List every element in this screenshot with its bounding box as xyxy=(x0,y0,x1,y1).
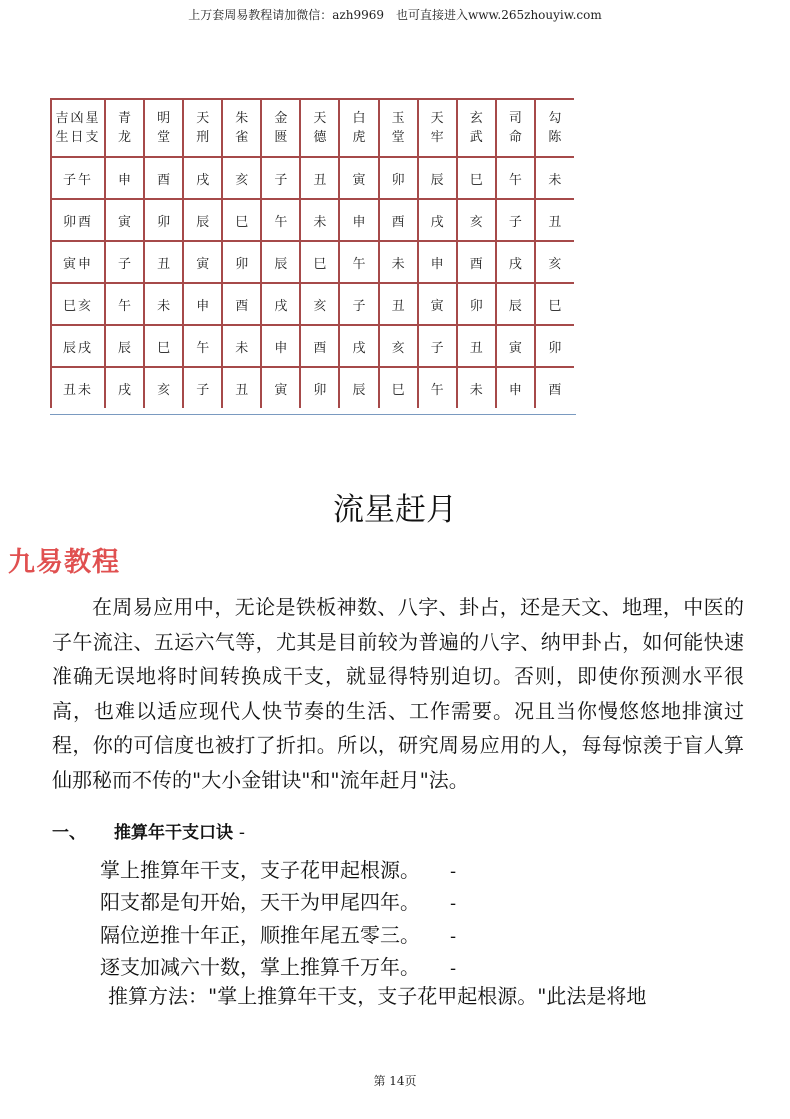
verse-line xyxy=(100,854,456,883)
header-cell-text: 命 xyxy=(508,130,522,145)
header-cell-text: 刑 xyxy=(196,130,210,145)
verse-line xyxy=(100,919,456,948)
table-cell: 申 xyxy=(105,157,144,199)
table-cell: 午 xyxy=(183,325,222,367)
table-cell: 辰 xyxy=(339,367,378,408)
header-cell-text: 天 xyxy=(313,111,327,126)
table-cell: 辰 xyxy=(105,325,144,367)
table-cell: 戌 xyxy=(496,241,535,283)
table-cell: 午 xyxy=(339,241,378,283)
table-cell: 戌 xyxy=(261,283,300,325)
table-cell: 卯 xyxy=(222,241,261,283)
auspicious-star-table xyxy=(50,98,574,408)
table-cell: 子 xyxy=(105,241,144,283)
table-bottom-line xyxy=(50,414,576,415)
table-header-row xyxy=(51,99,574,157)
section-heading-text: 推算年干支口诀 xyxy=(114,823,233,843)
table-header-cell xyxy=(339,99,378,157)
header-cell-text: 朱 xyxy=(235,111,249,126)
row-label-cell: 卯酉 xyxy=(51,199,105,241)
table-cell: 申 xyxy=(496,367,535,408)
header-cell-text: 堂 xyxy=(157,130,171,145)
table-header-cell xyxy=(144,99,183,157)
header-cell-text: 天 xyxy=(430,111,444,126)
table-cell: 巳 xyxy=(457,157,496,199)
table-cell: 辰 xyxy=(418,157,457,199)
table-cell: 亥 xyxy=(379,325,418,367)
table-cell: 寅 xyxy=(496,325,535,367)
row-label-cell: 寅申 xyxy=(51,241,105,283)
table-cell: 卯 xyxy=(379,157,418,199)
table-cell: 巳 xyxy=(144,325,183,367)
table-cell: 未 xyxy=(144,283,183,325)
header-cell-text: 青 xyxy=(118,111,132,126)
table-cell: 寅 xyxy=(418,283,457,325)
page-title: 流星赶月 xyxy=(333,492,457,528)
table-cell: 未 xyxy=(379,241,418,283)
header-cell-text: 堂 xyxy=(391,130,405,145)
table-cell: 亥 xyxy=(300,283,339,325)
header-cell-text: 天 xyxy=(196,111,210,126)
table-header-cell xyxy=(496,99,535,157)
table-cell: 戌 xyxy=(418,199,457,241)
header-cell-text: 吉凶星 xyxy=(55,111,101,126)
header-cell-text: 陈 xyxy=(548,130,562,145)
table-cell: 亥 xyxy=(535,241,574,283)
table-row xyxy=(51,241,574,283)
row-label-cell: 巳亥 xyxy=(51,283,105,325)
header-cell-text: 勾 xyxy=(548,111,562,126)
table-cell: 未 xyxy=(222,325,261,367)
table-header-cell xyxy=(535,99,574,157)
table-row xyxy=(51,367,574,408)
table-cell: 未 xyxy=(457,367,496,408)
row-label-cell: 丑未 xyxy=(51,367,105,408)
verse-dash: - xyxy=(450,959,457,979)
table-cell: 申 xyxy=(418,241,457,283)
table-cell: 丑 xyxy=(222,367,261,408)
table-header-cell xyxy=(261,99,300,157)
table-header-cell xyxy=(300,99,339,157)
table-cell: 未 xyxy=(300,199,339,241)
table-cell: 申 xyxy=(183,283,222,325)
header-cell-text: 司 xyxy=(508,111,522,126)
table-cell: 辰 xyxy=(496,283,535,325)
table-cell: 午 xyxy=(105,283,144,325)
table-cell: 午 xyxy=(418,367,457,408)
table-cell: 酉 xyxy=(457,241,496,283)
table-cell: 寅 xyxy=(339,157,378,199)
row-label-cell: 子午 xyxy=(51,157,105,199)
table-cell: 卯 xyxy=(457,283,496,325)
table-row xyxy=(51,199,574,241)
header-cell-text: 玉 xyxy=(391,111,405,126)
table-cell: 酉 xyxy=(300,325,339,367)
header-cell-text: 德 xyxy=(313,130,327,145)
header-cell-text: 匮 xyxy=(274,130,288,145)
table-cell: 寅 xyxy=(183,241,222,283)
header-note: 上万套周易教程请加微信：azh9969 也可直接进入www.265zhouyiw.com xyxy=(188,8,602,22)
table-cell: 酉 xyxy=(379,199,418,241)
table-cell: 丑 xyxy=(144,241,183,283)
table-cell: 酉 xyxy=(144,157,183,199)
verse-line xyxy=(100,951,456,980)
watermark-logo: 九易教程 xyxy=(8,547,120,578)
header-cell-text: 白 xyxy=(352,111,366,126)
table-header-cell xyxy=(51,99,105,157)
table-cell: 子 xyxy=(183,367,222,408)
verse-dash: - xyxy=(450,894,457,914)
header-cell-text: 生日支 xyxy=(55,130,101,145)
verse-text: 阳支都是旬开始，天干为甲尾四年。 xyxy=(100,890,420,914)
header-cell-text: 金 xyxy=(274,111,288,126)
table-cell: 丑 xyxy=(535,199,574,241)
section-heading xyxy=(52,818,245,843)
table-header-cell xyxy=(105,99,144,157)
table-cell: 卯 xyxy=(535,325,574,367)
table-header-cell xyxy=(457,99,496,157)
header-cell-text: 雀 xyxy=(235,130,249,145)
method-line: 推算方法："掌上推算年干支，支子花甲起根源。"此法是将地 xyxy=(108,984,647,1008)
verse-dash: - xyxy=(450,862,457,882)
table-header-cell xyxy=(379,99,418,157)
table-row xyxy=(51,157,574,199)
header-cell-text: 明 xyxy=(157,111,171,126)
table-cell: 辰 xyxy=(183,199,222,241)
table-cell: 亥 xyxy=(144,367,183,408)
table-header-cell xyxy=(222,99,261,157)
verse-line xyxy=(100,886,456,915)
section-number: 一、 xyxy=(52,823,86,843)
table-header-cell xyxy=(418,99,457,157)
table-cell: 巳 xyxy=(300,241,339,283)
verse-text: 掌上推算年干支，支子花甲起根源。 xyxy=(100,858,420,882)
header-cell-text: 虎 xyxy=(352,130,366,145)
table-cell: 午 xyxy=(496,157,535,199)
header-cell-text: 玄 xyxy=(469,111,483,126)
table-cell: 申 xyxy=(261,325,300,367)
verse-text: 隔位逆推十年正，顺推年尾五零三。 xyxy=(100,923,420,947)
verse-dash: - xyxy=(450,927,457,947)
table-row xyxy=(51,325,574,367)
section-dash: - xyxy=(238,823,246,843)
header-cell-text: 龙 xyxy=(118,130,132,145)
intro-paragraph: 在周易应用中，无论是铁板神数、八字、卦占，还是天文、地理，中医的子午流注、五运六气等，尤其是目前较为普遍的八字、纳甲卦占，如何能快速准确无误地将时间转换成干支，就显得特别迫切。否则，即使你预测水平很高，也难以适应现代人快节奏的生活、工作需要。况且当你慢悠悠地排演过程，你的可信度也被打了折扣。所以，研究周易应用的人，每每惊羡于盲人算仙那秘而不传的"大小金钳诀"和"流年赶月"法。 xyxy=(52,595,744,792)
table-cell: 辰 xyxy=(261,241,300,283)
table-header-cell xyxy=(183,99,222,157)
table-cell: 未 xyxy=(535,157,574,199)
table-cell: 戌 xyxy=(105,367,144,408)
table-cell: 亥 xyxy=(457,199,496,241)
table-cell: 寅 xyxy=(261,367,300,408)
table-cell: 丑 xyxy=(300,157,339,199)
table-cell: 巳 xyxy=(535,283,574,325)
table-cell: 申 xyxy=(339,199,378,241)
table-cell: 酉 xyxy=(535,367,574,408)
table-cell: 子 xyxy=(418,325,457,367)
table-cell: 戌 xyxy=(183,157,222,199)
table-cell: 亥 xyxy=(222,157,261,199)
table-cell: 巳 xyxy=(379,367,418,408)
page-number: 第 14页 xyxy=(373,1074,417,1088)
table-row xyxy=(51,283,574,325)
row-label-cell: 辰戌 xyxy=(51,325,105,367)
table-cell: 卯 xyxy=(300,367,339,408)
table-cell: 子 xyxy=(261,157,300,199)
table-cell: 午 xyxy=(261,199,300,241)
table-cell: 丑 xyxy=(457,325,496,367)
table-cell: 子 xyxy=(496,199,535,241)
table-cell: 子 xyxy=(339,283,378,325)
table-cell: 酉 xyxy=(222,283,261,325)
header-cell-text: 牢 xyxy=(430,130,444,145)
table-cell: 卯 xyxy=(144,199,183,241)
header-cell-text: 武 xyxy=(469,130,483,145)
verse-text: 逐支加减六十数，掌上推算千万年。 xyxy=(100,955,420,979)
table-cell: 戌 xyxy=(339,325,378,367)
table-cell: 寅 xyxy=(105,199,144,241)
table-cell: 巳 xyxy=(222,199,261,241)
table-cell: 丑 xyxy=(379,283,418,325)
